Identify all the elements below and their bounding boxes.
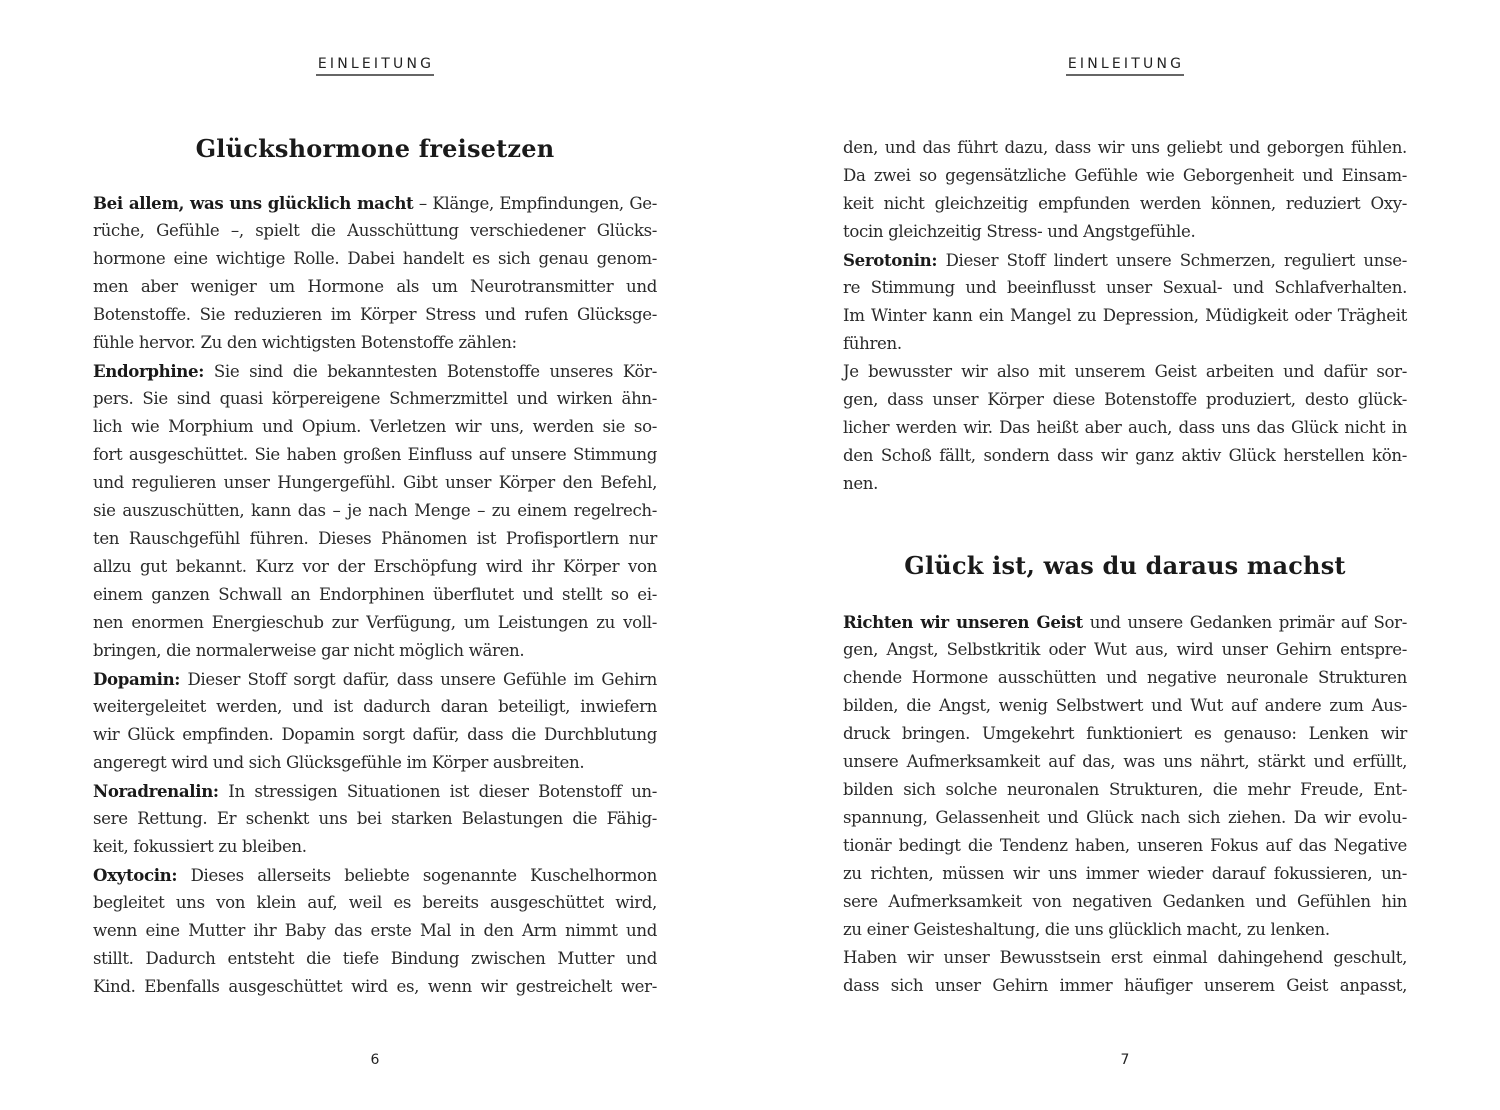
text-line: [843, 748, 1407, 776]
line-text: stillt. Dadurch entsteht die tiefe Bindung zwischen Mutter und: [93, 949, 657, 968]
line-text: fort ausgeschüttet. Sie haben großen Einfluss auf unsere Stimmung: [93, 445, 657, 464]
text-line: [843, 442, 1407, 470]
bold-lead-in: Serotonin:: [843, 250, 938, 270]
running-head: [750, 56, 1500, 76]
text-line: [843, 944, 1407, 972]
line-text: und regulieren unser Hungergefühl. Gibt unser Körper den Befehl,: [93, 473, 657, 492]
line-text: – Klänge, Empfindungen, Ge-: [413, 194, 657, 213]
text-line: [93, 245, 657, 273]
text-line: [93, 329, 657, 357]
line-text: unsere Aufmerksamkeit auf das, was uns nährt, stärkt und erfüllt,: [843, 752, 1407, 771]
text-line: [843, 386, 1407, 414]
section-title: Glück ist, was du daraus machst: [904, 551, 1346, 580]
line-text: führen.: [843, 334, 902, 353]
bold-lead-in: Endorphine:: [93, 361, 204, 381]
text-line: [843, 246, 1407, 274]
line-text: men aber weniger um Hormone als um Neurotransmitter und: [93, 277, 657, 296]
text-line: [843, 134, 1407, 162]
text-line: [93, 385, 657, 413]
line-text: sie auszuschütten, kann das – je nach Menge – zu einem regelrech-: [93, 501, 657, 520]
line-text: chende Hormone ausschütten und negative neuronale Strukturen: [843, 668, 1407, 687]
text-line: [93, 441, 657, 469]
text-line: [93, 301, 657, 329]
text-line: [843, 776, 1407, 804]
line-text: zu richten, müssen wir uns immer wieder darauf fokussieren, un-: [843, 864, 1407, 883]
line-text: pers. Sie sind quasi körpereigene Schmerzmittel und wirken ähn-: [93, 389, 657, 408]
text-line: [93, 217, 657, 245]
line-text: tionär bedingt die Tendenz haben, unseren Fokus auf das Negative: [843, 836, 1407, 855]
text-line: [843, 664, 1407, 692]
line-text: sere Rettung. Er schenkt uns bei starken Belastungen die Fähig-: [93, 809, 657, 828]
line-text: gen, Angst, Selbstkritik oder Wut aus, wird unser Gehirn entspre-: [843, 640, 1407, 659]
line-text: In stressigen Situationen ist dieser Botenstoff un-: [218, 782, 657, 801]
text-line: [93, 665, 657, 693]
line-text: sere Aufmerksamkeit von negativen Gedanken und Gefühlen hin: [843, 892, 1407, 911]
line-text: bilden sich solche neuronalen Strukturen, die mehr Freude, Ent-: [843, 780, 1407, 799]
line-text: keit nicht gleichzeitig empfunden werden können, reduziert Oxy-: [843, 194, 1407, 213]
line-text: bringen, die normalerweise gar nicht möglich wären.: [93, 641, 525, 660]
line-text: Dieses allerseits beliebte sogenannte Kuschelhormon: [177, 866, 657, 885]
line-text: wir Glück empfinden. Dopamin sorgt dafür, dass die Durchblutung: [93, 725, 657, 744]
text-line: [843, 190, 1407, 218]
line-text: zu einer Geisteshaltung, die uns glücklich macht, zu lenken.: [843, 920, 1330, 939]
line-text: hormone eine wichtige Rolle. Dabei handelt es sich genau genom-: [93, 249, 657, 268]
line-text: nen enormen Energieschub zur Verfügung, um Leistungen zu voll-: [93, 613, 657, 632]
line-text: wenn eine Mutter ihr Baby das erste Mal in den Arm nimmt und: [93, 921, 657, 940]
running-head: [0, 56, 750, 76]
line-text: angeregt wird und sich Glücksgefühle im Körper ausbreiten.: [93, 753, 585, 772]
text-line: [93, 553, 657, 581]
text-line: [93, 189, 657, 217]
line-text: den, und das führt dazu, dass wir uns geliebt und geborgen fühlen.: [843, 138, 1407, 157]
text-line: [93, 805, 657, 833]
line-text: bilden, die Angst, wenig Selbstwert und Wut auf andere zum Aus-: [843, 696, 1407, 715]
line-text: weitergeleitet werden, und ist dadurch daran beteiligt, inwiefern: [93, 697, 657, 716]
text-line: [843, 608, 1407, 636]
line-text: Sie sind die bekanntesten Botenstoffe unseres Kör-: [204, 362, 657, 381]
text-line: [843, 218, 1407, 246]
text-line: [93, 721, 657, 749]
text-line: [93, 525, 657, 553]
text-line: [93, 497, 657, 525]
bold-lead-in: Dopamin:: [93, 669, 181, 689]
text-line: [93, 469, 657, 497]
line-text: keit, fokussiert zu bleiben.: [93, 837, 307, 856]
line-text: Je bewusster wir also mit unserem Geist arbeiten und dafür sor-: [843, 362, 1407, 381]
bold-lead-in: Richten wir unseren Geist: [843, 612, 1083, 632]
line-text: ten Rauschgefühl führen. Dieses Phänomen ist Profisportlern nur: [93, 529, 657, 548]
line-text: den Schoß fällt, sondern dass wir ganz aktiv Glück herstellen kön-: [843, 446, 1407, 465]
text-line: [93, 693, 657, 721]
text-line: [93, 777, 657, 805]
line-text: Da zwei so gegensätzliche Gefühle wie Geborgenheit und Einsam-: [843, 166, 1407, 185]
text-line: [843, 720, 1407, 748]
bold-lead-in: Noradrenalin:: [93, 781, 219, 801]
right-page: [750, 0, 1500, 1110]
line-text: dass sich unser Gehirn immer häufiger unserem Geist anpasst,: [843, 976, 1407, 995]
line-text: und unsere Gedanken primär auf Sor-: [1082, 613, 1407, 632]
line-text: nen.: [843, 474, 879, 493]
text-line: [843, 302, 1407, 330]
line-text: begleitet uns von klein auf, weil es bereits ausgeschüttet wird,: [93, 893, 657, 912]
line-text: licher werden wir. Das heißt aber auch, dass uns das Glück nicht in: [843, 418, 1407, 437]
bold-lead-in: Oxytocin:: [93, 865, 178, 885]
running-head-label: EINLEITUNG: [316, 56, 434, 76]
text-line: [93, 945, 657, 973]
text-line: [843, 330, 1407, 358]
text-line: [843, 274, 1407, 302]
bold-lead-in: Bei allem, was uns glücklich macht: [93, 193, 414, 213]
text-line: [93, 833, 657, 861]
text-line: [93, 357, 657, 385]
text-line: [843, 972, 1407, 1000]
line-text: Im Winter kann ein Mangel zu Depression, Müdigkeit oder Trägheit: [843, 306, 1407, 325]
line-text: fühle hervor. Zu den wichtigsten Botenstoffe zählen:: [93, 333, 517, 352]
line-text: tocin gleichzeitig Stress- und Angstgefühle.: [843, 222, 1196, 241]
text-line: [843, 470, 1407, 498]
text-line: [93, 917, 657, 945]
body-text: [93, 189, 657, 1001]
text-line: [93, 749, 657, 777]
section-title: Glückshormone freisetzen: [195, 134, 555, 163]
text-line: [843, 916, 1407, 944]
text-line: [843, 832, 1407, 860]
line-text: spannung, Gelassenheit und Glück nach sich ziehen. Da wir evolu-: [843, 808, 1407, 827]
line-text: re Stimmung und beeinflusst unser Sexual- und Schlafverhalten.: [843, 278, 1407, 297]
body-text-continued: [843, 134, 1407, 498]
text-line: [843, 636, 1407, 664]
running-head-label: EINLEITUNG: [1066, 56, 1184, 76]
text-line: [93, 609, 657, 637]
text-line: [93, 637, 657, 665]
line-text: allzu gut bekannt. Kurz vor der Erschöpfung wird ihr Körper von: [93, 557, 657, 576]
line-text: Haben wir unser Bewusstsein erst einmal dahingehend geschult,: [843, 948, 1407, 967]
text-line: [93, 413, 657, 441]
text-line: [93, 973, 657, 1001]
text-line: [843, 692, 1407, 720]
text-line: [843, 860, 1407, 888]
line-text: Dieser Stoff lindert unsere Schmerzen, reguliert unse-: [937, 251, 1407, 270]
line-text: Kind. Ebenfalls ausgeschüttet wird es, wenn wir gestreichelt wer-: [93, 977, 657, 996]
line-text: gen, dass unser Körper diese Botenstoffe produziert, desto glück-: [843, 390, 1407, 409]
line-text: druck bringen. Umgekehrt funktioniert es genauso: Lenken wir: [843, 724, 1407, 743]
text-line: [843, 888, 1407, 916]
page-number: 7: [1120, 1052, 1130, 1068]
text-line: [843, 804, 1407, 832]
line-text: einem ganzen Schwall an Endorphinen überflutet und stellt so ei-: [93, 585, 657, 604]
line-text: Botenstoffe. Sie reduzieren im Körper Stress und rufen Glücksge-: [93, 305, 657, 324]
text-line: [843, 358, 1407, 386]
text-line: [93, 889, 657, 917]
text-line: [843, 414, 1407, 442]
text-line: [93, 861, 657, 889]
text-line: [93, 581, 657, 609]
line-text: rüche, Gefühle –, spielt die Ausschüttung verschiedener Glücks-: [93, 221, 657, 240]
page-number: 6: [370, 1052, 380, 1068]
line-text: Dieser Stoff sorgt dafür, dass unsere Gefühle im Gehirn: [180, 670, 657, 689]
text-line: [843, 162, 1407, 190]
text-line: [93, 273, 657, 301]
line-text: lich wie Morphium und Opium. Verletzen wir uns, werden sie so-: [93, 417, 657, 436]
body-text: [843, 608, 1407, 1000]
